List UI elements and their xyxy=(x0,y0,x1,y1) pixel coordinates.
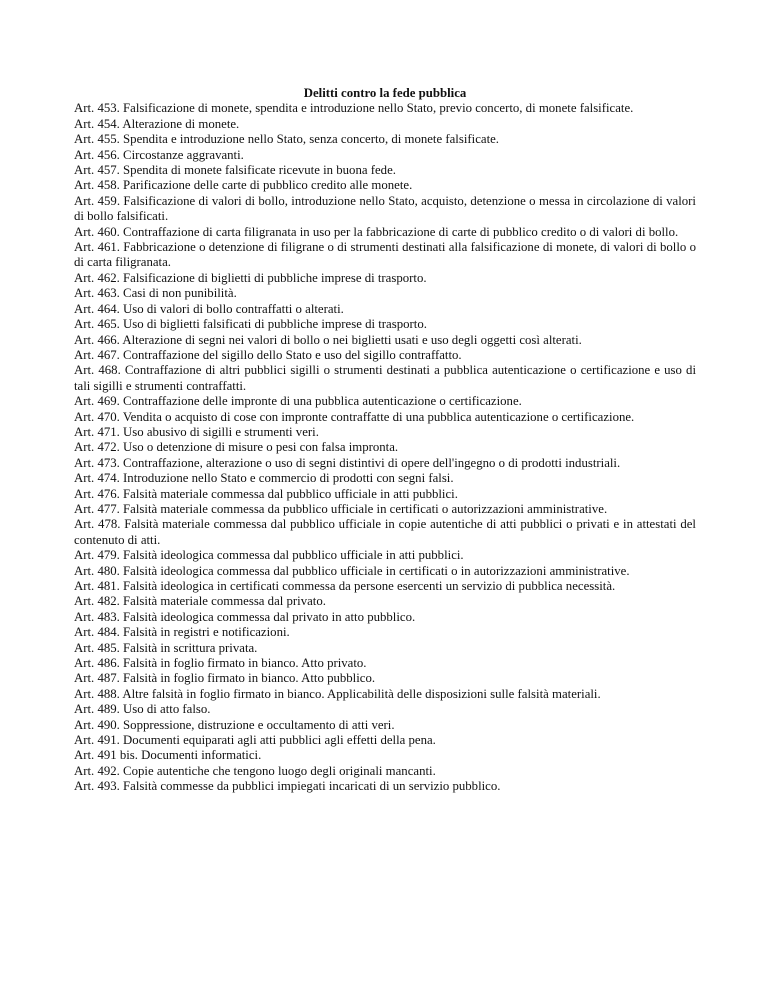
article-item: Art. 454. Alterazione di monete. xyxy=(74,116,240,131)
article-item: Art. 459. Falsificazione di valori di bollo, introduzione nello Stato, acquisto, detenzione o messa in circolazione di valori di bollo falsificati. xyxy=(74,193,696,224)
article-item: Art. 473. Contraffazione, alterazione o uso di segni distintivi di opere dell'ingegno o di prodotti industriali. xyxy=(74,455,621,470)
article-item: Art. 479. Falsità ideologica commessa dal pubblico ufficiale in atti pubblici. xyxy=(74,548,464,563)
article-item: Art. 455. Spendita e introduzione nello Stato, senza concerto, di monete falsificate. xyxy=(74,132,500,147)
article-item: Art. 476. Falsità materiale commessa dal pubblico ufficiale in atti pubblici. xyxy=(74,486,458,501)
article-item: Art. 469. Contraffazione delle impronte di una pubblica autenticazione o certificazione. xyxy=(74,394,522,409)
article-item: Art. 483. Falsità ideologica commessa dal privato in atto pubblico. xyxy=(74,609,416,624)
article-item: Art. 488. Altre falsità in foglio firmato in bianco. Applicabilità delle disposizioni sulle falsità materiali. xyxy=(74,686,601,701)
article-item: Art. 453. Falsificazione di monete, spendita e introduzione nello Stato, previo concerto, di monete falsificate. xyxy=(74,101,634,116)
article-item: Art. 489. Uso di atto falso. xyxy=(74,702,211,717)
article-item: Art. 462. Falsificazione di biglietti di pubbliche imprese di trasporto. xyxy=(74,270,427,285)
article-item: Art. 482. Falsità materiale commessa dal privato. xyxy=(74,594,326,609)
article-item: Art. 481. Falsità ideologica in certificati commessa da persone esercenti un servizio di pubblica necessità. xyxy=(74,579,616,593)
article-item: Art. 487. Falsità in foglio firmato in bianco. Atto pubblico. xyxy=(74,671,376,686)
article-item: Art. 472. Uso o detenzione di misure o pesi con falsa impronta. xyxy=(74,440,399,455)
article-item: Art. 463. Casi di non punibilità. xyxy=(74,286,237,301)
article-item: Art. 480. Falsità ideologica commessa dal pubblico ufficiale in certificati o in autorizzazioni amministrative. xyxy=(74,563,630,578)
article-item: Art. 477. Falsità materiale commessa da pubblico ufficiale in certificati o autorizzazioni amministrative. xyxy=(74,501,608,516)
article-item: Art. 457. Spendita di monete falsificate ricevute in buona fede. xyxy=(74,163,396,178)
article-item: Art. 485. Falsità in scrittura privata. xyxy=(74,640,258,655)
article-item: Art. 466. Alterazione di segni nei valori di bollo o nei biglietti usati e uso degli oggetti così alterati. xyxy=(74,332,582,347)
article-item: Art. 492. Copie autentiche che tengono luogo degli originali mancanti. xyxy=(74,763,436,778)
article-item: Art. 491 bis. Documenti informatici. xyxy=(74,748,262,763)
article-item: Art. 456. Circostanze aggravanti. xyxy=(74,147,244,162)
article-item: Art. 461. Fabbricazione o detenzione di filigrane o di strumenti destinati alla falsificazione di monete, di valori di bollo o di carta filigranata. xyxy=(74,240,696,270)
article-list xyxy=(74,101,696,794)
article-item: Art. 465. Uso di biglietti falsificati di pubbliche imprese di trasporto. xyxy=(74,317,427,332)
document-title: Delitti contro la fede pubblica xyxy=(303,86,467,100)
article-item: Art. 460. Contraffazione di carta filigranata in uso per la fabbricazione di carte di pubblico credito o di valori di bollo. xyxy=(74,224,679,239)
article-item: Art. 484. Falsità in registri e notificazioni. xyxy=(74,625,290,640)
article-item: Art. 467. Contraffazione del sigillo dello Stato e uso del sigillo contraffatto. xyxy=(74,347,462,362)
article-item: Art. 486. Falsità in foglio firmato in bianco. Atto privato. xyxy=(74,656,367,671)
article-item: Art. 470. Vendita o acquisto di cose con impronte contraffatte di una pubblica autenticazione o certificazione. xyxy=(74,409,635,424)
article-item: Art. 478. Falsità materiale commessa dal pubblico ufficiale in copie autentiche di atti pubblici o privati e in attestati del contenuto di atti. xyxy=(74,517,696,547)
article-item: Art. 458. Parificazione delle carte di pubblico credito alle monete. xyxy=(74,178,413,193)
article-item: Art. 493. Falsità commesse da pubblici impiegati incaricati di un servizio pubblico. xyxy=(74,779,501,794)
document-page xyxy=(74,86,696,795)
article-item: Art. 464. Uso di valori di bollo contraffatti o alterati. xyxy=(74,301,344,316)
article-item: Art. 474. Introduzione nello Stato e commercio di prodotti con segni falsi. xyxy=(74,471,454,486)
article-item: Art. 491. Documenti equiparati agli atti pubblici agli effetti della pena. xyxy=(74,733,436,748)
article-item: Art. 490. Soppressione, distruzione e occultamento di atti veri. xyxy=(74,717,395,732)
article-item: Art. 471. Uso abusivo di sigilli e strumenti veri. xyxy=(74,424,319,439)
article-item: Art. 468. Contraffazione di altri pubblici sigilli o strumenti destinati a pubblica autenticazione o certificazione e uso di tali sigilli e strumenti contraffatti. xyxy=(74,363,696,393)
